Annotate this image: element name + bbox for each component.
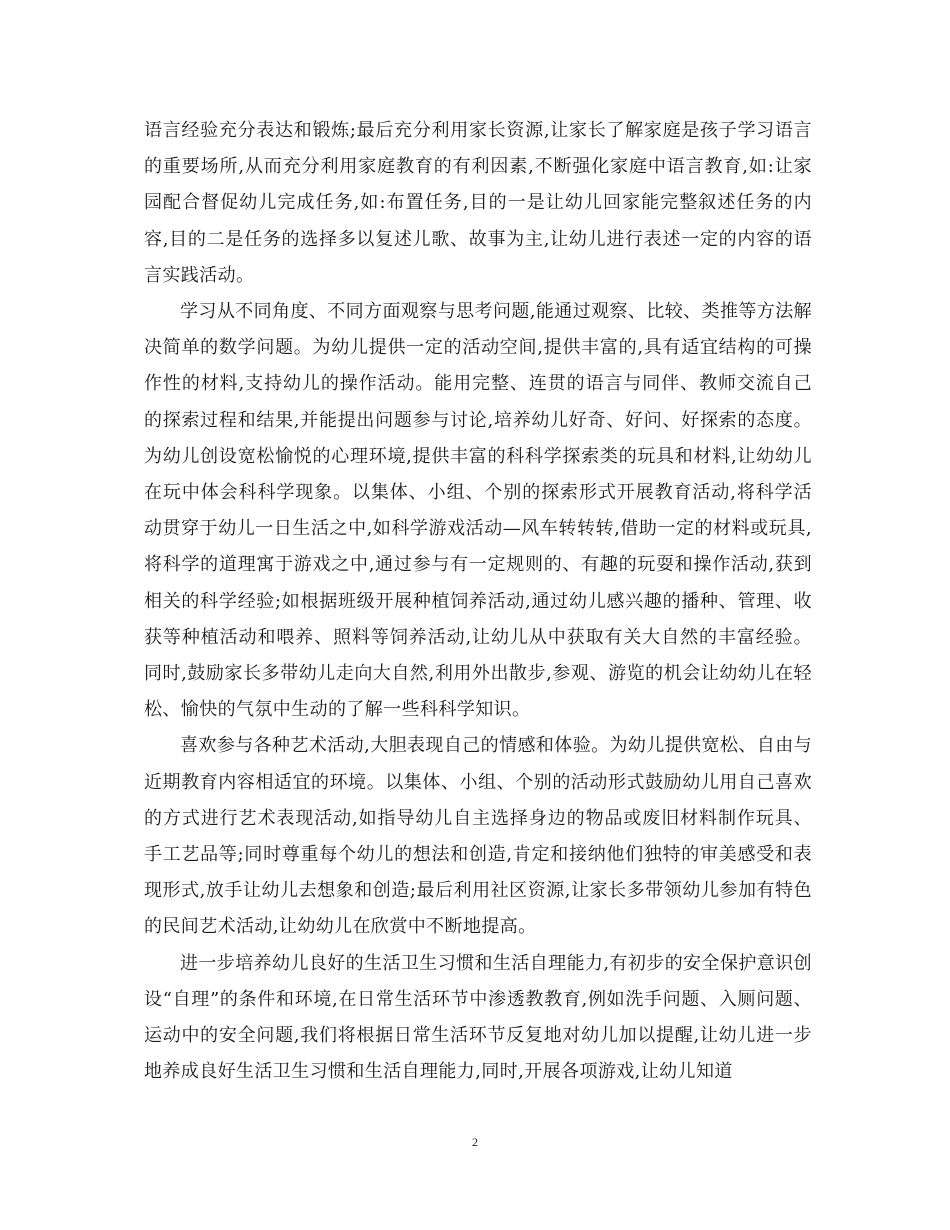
- paragraph-3: 喜欢参与各种艺术活动,大胆表现自己的情感和体验。为幼儿提供宽松、自由与近期教育内容相适宜的环境。以集体、小组、个别的活动形式鼓励幼儿用自己喜欢的方式进行艺术表现活动,如指导幼儿自主选择身边的物品或废旧材料制作玩具、手工艺品等;同时尊重每个幼儿的想法和创造,肯定和接纳他们独特的审美感受和表现形式,放手让幼儿去想象和创造;最后利用社区资源,让家长多带领幼儿参加有特色的民间艺术活动,让幼幼儿在欣赏中不断地提高。: [144, 735, 812, 938]
- body-text: [144, 113, 812, 1090]
- paragraph-2: 学习从不同角度、不同方面观察与思考问题,能通过观察、比较、类推等方法解决简单的数学问题。为幼儿提供一定的活动空间,提供丰富的,具有适宜结构的可操作性的材料,支持幼儿的操作活动。能用完整、连贯的语言与同伴、教师交流自己的探索过程和结果,并能提出问题参与讨论,培养幼儿好奇、好问、好探索的态度。为幼儿创设宽松愉悦的心理环境,提供丰富的科科学探索类的玩具和材料,让幼幼儿在玩中体会科科学现象。以集体、小组、个别的探索形式开展教育活动,将科学活动贯穿于幼儿一日生活之中,如科学游戏活动—风车转转转,借助一定的材料或玩具,将科学的道理寓于游戏之中,通过参与有一定规则的、有趣的玩耍和操作活动,获到相关的科学经验;如根据班级开展种植饲养活动,通过幼儿感兴趣的播种、管理、收获等种植活动和喂养、照料等饲养活动,让幼儿从中获取有关大自然的丰富经验。同时,鼓励家长多带幼儿走向大自然,利用外出散步,参观、游览的机会让幼幼儿在轻松、愉快的气氛中生动的了解一些科科学知识。: [144, 301, 812, 721]
- page-number: 2: [472, 1135, 478, 1149]
- paragraph-1: 语言经验充分表达和锻炼;最后充分利用家长资源,让家长了解家庭是孩子学习语言的重要场所,从而充分利用家庭教育的有利因素,不断强化家庭中语言教育,如:让家园配合督促幼儿完成任务,如:布置任务,目的一是让幼儿回家能完整叙述任务的内容,目的二是任务的选择多以复述儿歌、故事为主,让幼儿进行表述一定的内容的语言实践活动。: [144, 120, 812, 286]
- paragraph-4: 进一步培养幼儿良好的生活卫生习惯和生活自理能力,有初步的安全保护意识创设“自理”的条件和环境,在日常生活环节中渗透教教育,例如洗手问题、入厕问题、运动中的安全问题,我们将根据日常生活环节反复地对幼儿加以提醒,让幼儿进一步地养成良好生活卫生习惯和生活自理能力,同时,开展各项游戏,让幼儿知道: [144, 952, 812, 1083]
